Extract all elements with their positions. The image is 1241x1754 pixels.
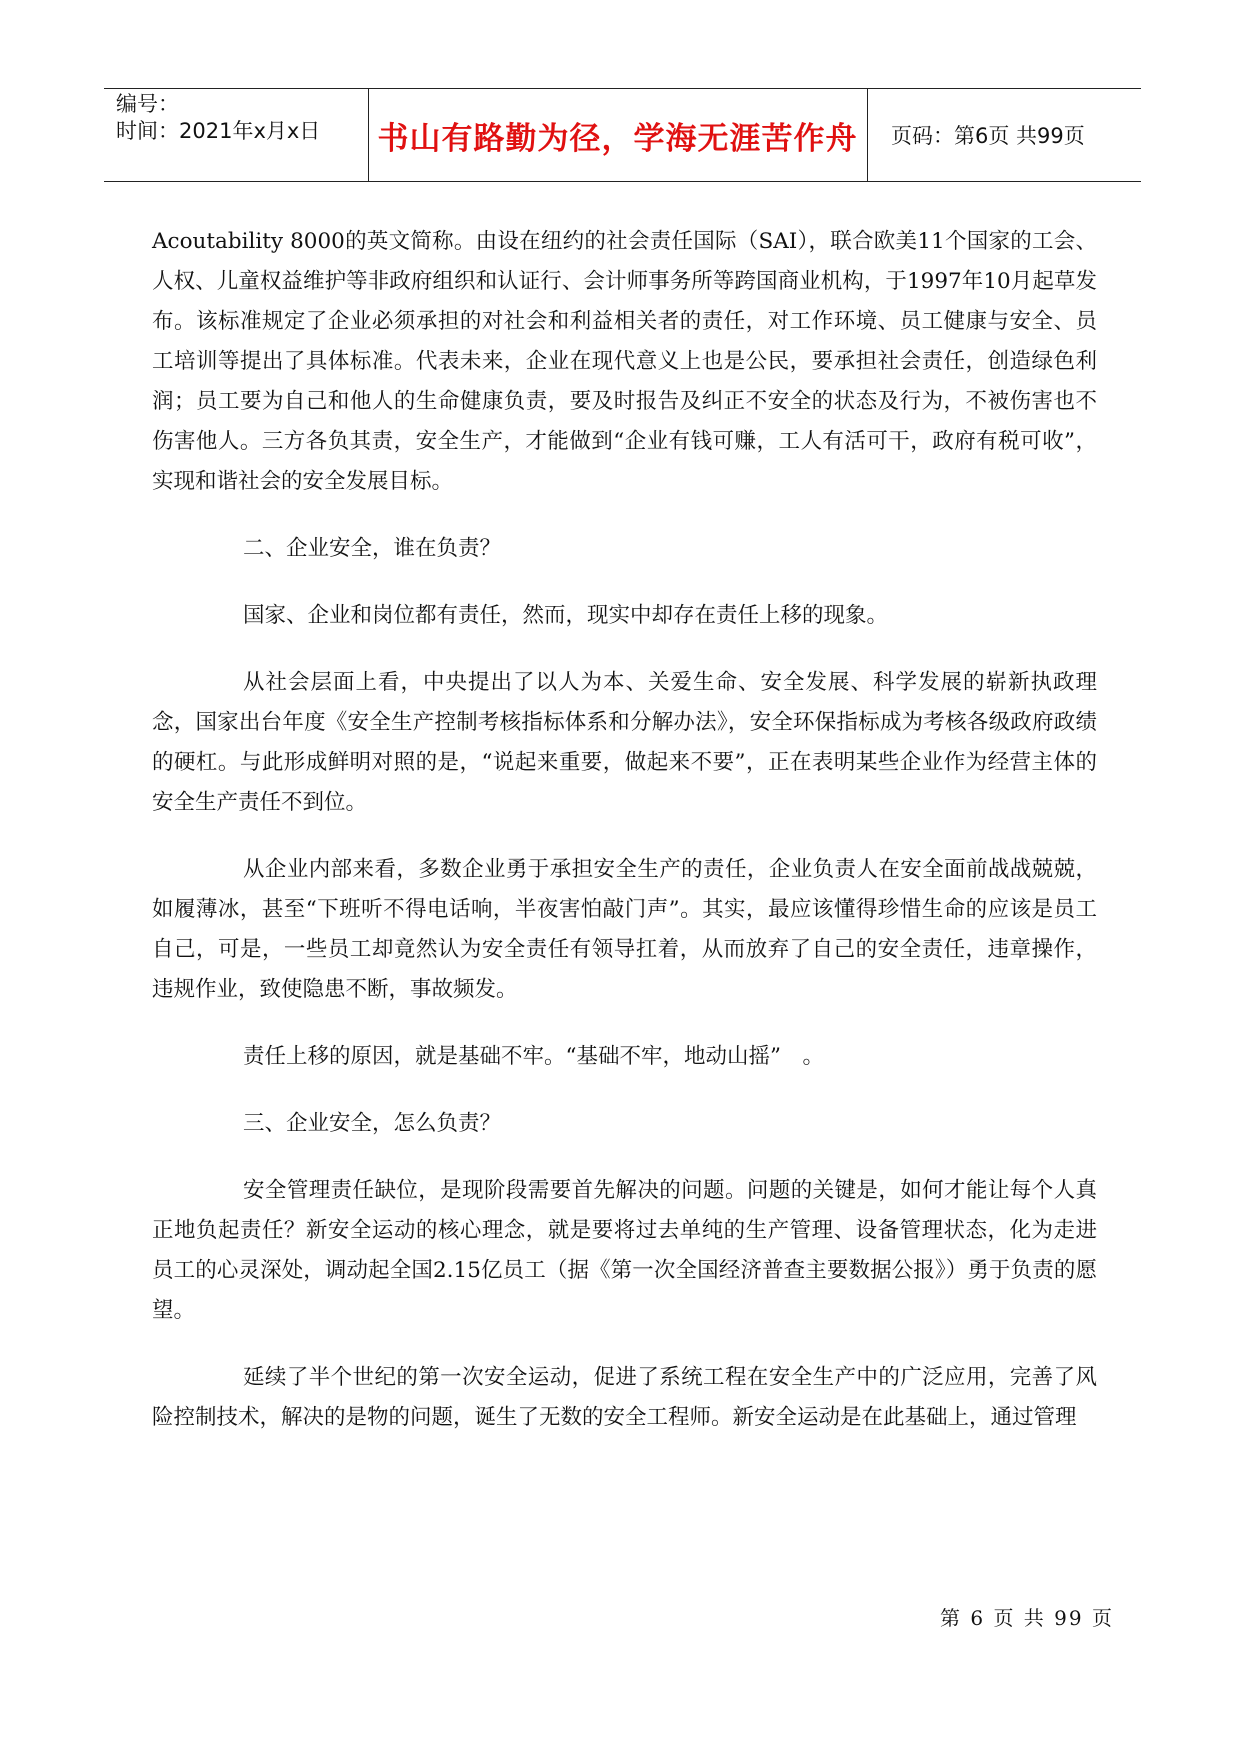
paragraph: 国家、企业和岗位都有责任，然而，现实中却存在责任上移的现象。 xyxy=(243,603,889,628)
paragraph: 责任上移的原因，就是基础不牢。“基础不牢，地动山摇” 。 xyxy=(243,1044,824,1069)
header-meta xyxy=(116,91,320,145)
paragraph: 从企业内部来看，多数企业勇于承担安全生产的责任，企业负责人在安全面前战战兢兢，如履薄冰，甚至“下班听不得电话响，半夜害怕敲门声”。其实，最应该懂得珍惜生命的应该是员工自己，可是，一些员工却竟然认为安全责任有领导扛着，从而放弃了自己的安全责任，违章操作，违规作业，致使隐患不断，事故频发。 xyxy=(152,857,1097,1002)
number-label: 编号： xyxy=(116,92,179,116)
paragraph: Acoutability 8000的英文简称。由设在纽约的社会责任国际（SAI），联合欧美11个国家的工会、人权、儿童权益维护等非政府组织和认证行、会计师事务所等跨国商业机构，于1997年10月起草发布。该标准规定了企业必须承担的对社会和利益相关者的责任，对工作环境、员工健康与安全、员工培训等提出了具体标准。代表未来，企业在现代意义上也是公民，要承担社会责任，创造绿色利润；员工要为自己和他人的生命健康负责，要及时报告及纠正不安全的状态及行为，不被伤害也不伤害他人。三方各负其责，安全生产，才能做到“企业有钱可赚，工人有活可干，政府有税可收”，实现和谐社会的安全发展目标。 xyxy=(152,229,1097,494)
header-divider-right xyxy=(867,89,868,181)
paragraph: 延续了半个世纪的第一次安全运动，促进了系统工程在安全生产中的广泛应用，完善了风险控制技术，解决的是物的问题，诞生了无数的安全工程师。新安全运动是在此基础上，通过管理 xyxy=(152,1365,1097,1430)
header-page-info: 页码：第6页 共99页 xyxy=(891,124,1085,148)
page-footer: 第 6 页 共 99 页 xyxy=(940,1606,1114,1630)
section-heading: 三、企业安全，怎么负责？ xyxy=(243,1111,502,1136)
header-table xyxy=(104,88,1141,182)
header-motto: 书山有路勤为径，学海无涯苦作舟 xyxy=(377,120,858,157)
document-body xyxy=(152,222,1097,1438)
section-heading: 二、企业安全，谁在负责？ xyxy=(243,536,502,561)
paragraph: 从社会层面上看，中央提出了以人为本、关爱生命、安全发展、科学发展的崭新执政理念，国家出台年度《安全生产控制考核指标体系和分解办法》，安全环保指标成为考核各级政府政绩的硬杠。与此形成鲜明对照的是，“说起来重要，做起来不要”，正在表明某些企业作为经营主体的安全生产责任不到位。 xyxy=(152,670,1097,815)
time-label: 时间：2021年x月x日 xyxy=(116,119,321,143)
paragraph: 安全管理责任缺位，是现阶段需要首先解决的问题。问题的关键是，如何才能让每个人真正地负起责任？新安全运动的核心理念，就是要将过去单纯的生产管理、设备管理状态，化为走进员工的心灵深处，调动起全国2.15亿员工（据《第一次全国经济普查主要数据公报》）勇于负责的愿望。 xyxy=(152,1178,1097,1323)
